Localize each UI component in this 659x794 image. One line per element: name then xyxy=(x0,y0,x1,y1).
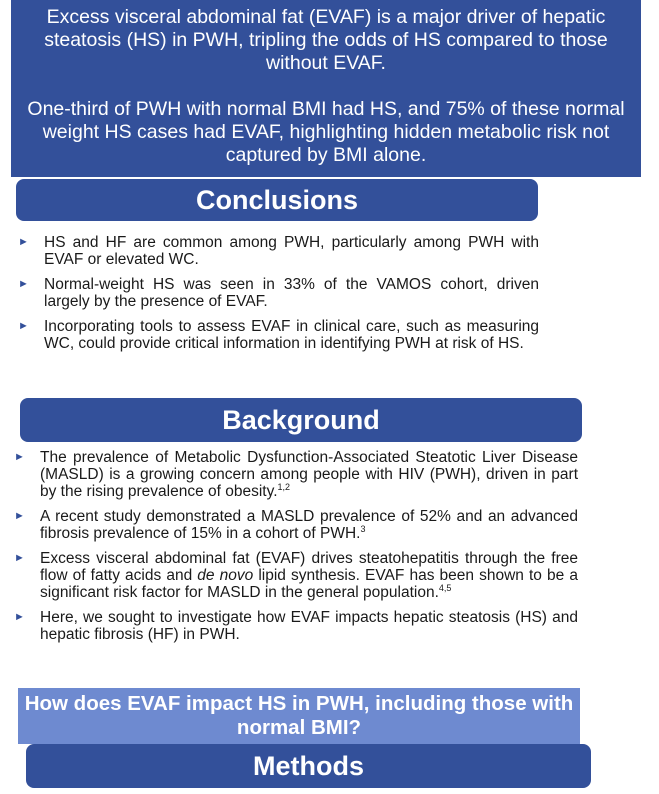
citation-ref: 1,2 xyxy=(277,481,291,492)
methods-heading: Methods xyxy=(26,744,591,788)
conclusion-text: HS and HF are common among PWH, particularly among PWH with EVAF or elevated WC. xyxy=(44,234,539,268)
background-list xyxy=(10,449,578,651)
triangle-bullet-icon: ► xyxy=(14,611,25,623)
background-item xyxy=(10,550,578,601)
background-item xyxy=(10,508,578,542)
conclusions-heading: Conclusions xyxy=(16,179,538,221)
background-text-italic: de novo xyxy=(197,567,254,584)
background-text: Here, we sought to investigate how EVAF impacts hepatic steatosis (HS) and hepatic fibrosis (HF) in PWH. xyxy=(40,609,578,643)
triangle-bullet-icon: ► xyxy=(18,278,29,290)
conclusion-item xyxy=(14,318,539,352)
research-question-box: How does EVAF impact HS in PWH, including those with normal BMI? xyxy=(18,688,580,744)
background-text: A recent study demonstrated a MASLD prevalence of 52% and an advanced fibrosis prevalence of 15% in a cohort of PWH. xyxy=(40,508,578,542)
citation-ref: 4,5 xyxy=(438,582,452,593)
triangle-bullet-icon: ► xyxy=(14,451,25,463)
triangle-bullet-icon: ► xyxy=(14,510,25,522)
key-findings-box xyxy=(11,0,641,177)
conclusion-text: Incorporating tools to assess EVAF in clinical care, such as measuring WC, could provide critical information in identifying PWH at risk of HS. xyxy=(44,318,539,352)
background-heading: Background xyxy=(20,398,582,442)
triangle-bullet-icon: ► xyxy=(18,236,29,248)
citation-ref: 3 xyxy=(360,523,366,534)
conclusions-list xyxy=(14,234,539,360)
key-finding-1: Excess visceral abdominal fat (EVAF) is a major driver of hepatic steatosis (HS) in PWH, tripling the odds of HS compared to those without EVAF. xyxy=(44,6,608,74)
conclusion-item xyxy=(14,234,539,268)
conclusion-item xyxy=(14,276,539,310)
triangle-bullet-icon: ► xyxy=(18,320,29,332)
background-text: Excess visceral abdominal fat (EVAF) drives steatohepatitis through the free flow of fatty acids and xyxy=(40,550,578,584)
background-item xyxy=(10,449,578,500)
background-item xyxy=(10,609,578,643)
background-text: lipid synthesis. EVAF has been shown to be a significant risk factor for MASLD in the general population. xyxy=(40,567,578,601)
key-finding-2: One-third of PWH with normal BMI had HS, and 75% of these normal weight HS cases had EVAF, highlighting hidden metabolic risk not captured by BMI alone. xyxy=(27,98,625,166)
background-text: The prevalence of Metabolic Dysfunction-Associated Steatotic Liver Disease (MASLD) is a growing concern among people with HIV (PWH), driven in part by the rising prevalence of obesity. xyxy=(40,449,578,500)
triangle-bullet-icon: ► xyxy=(14,552,25,564)
conclusion-text: Normal-weight HS was seen in 33% of the VAMOS cohort, driven largely by the presence of EVAF. xyxy=(44,276,539,310)
